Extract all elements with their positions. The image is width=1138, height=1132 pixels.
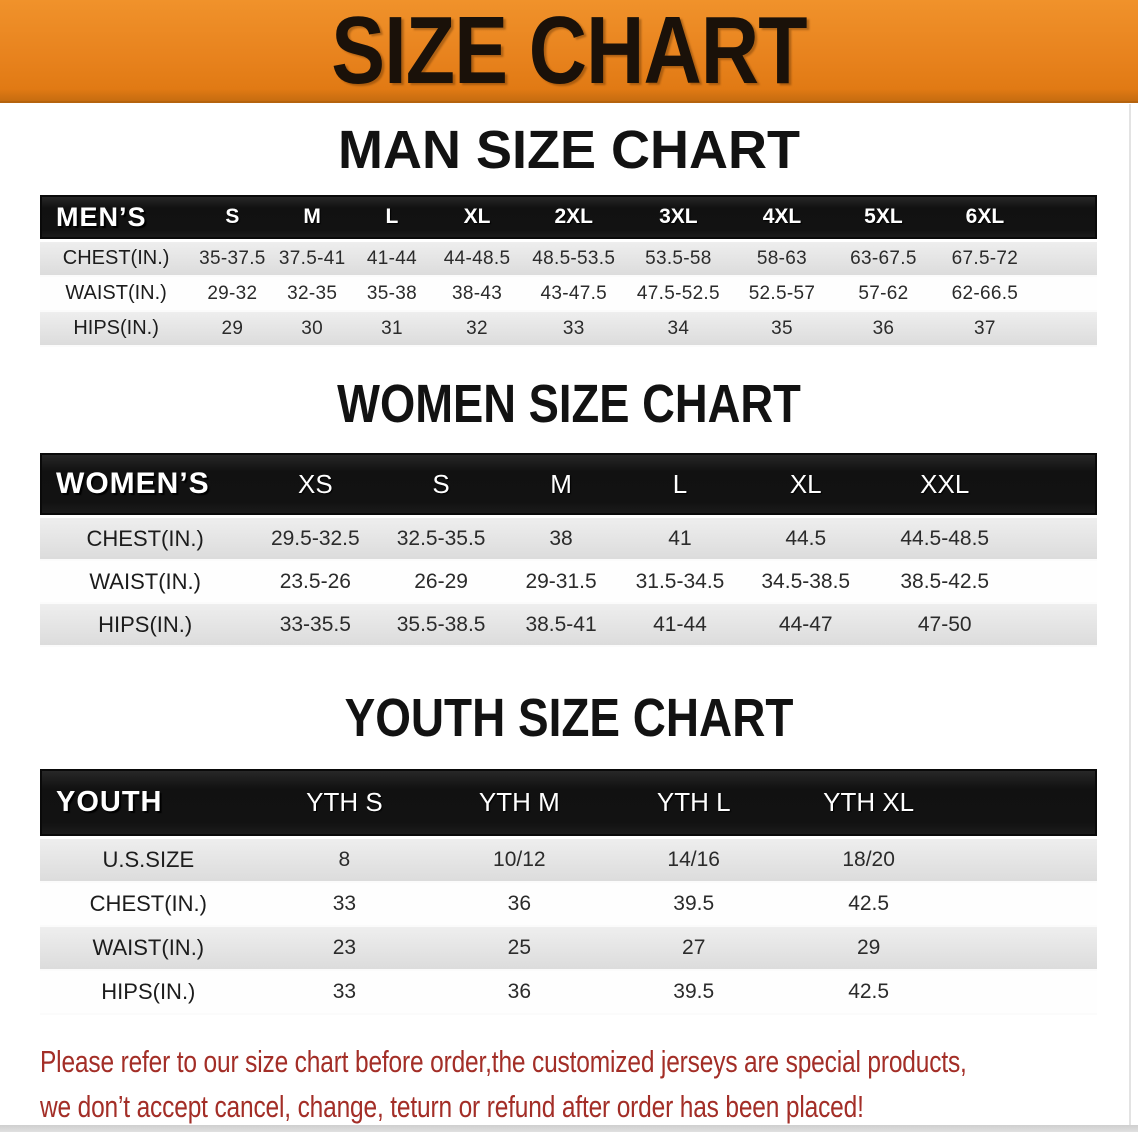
measurement-row-label: CHEST(IN.) [86, 525, 204, 551]
table-row [40, 927, 1097, 971]
size-value-cell: 42.5 [848, 980, 890, 1003]
size-column-header: XL [463, 205, 491, 228]
size-value-cell: 35 [771, 317, 793, 339]
size-value-cell: 41-44 [366, 247, 418, 269]
size-value-cell: 38.5-41 [525, 612, 597, 636]
size-value-cell: 38-43 [451, 282, 503, 304]
size-value-cell: 25 [507, 936, 531, 959]
table-row [40, 312, 1097, 347]
table-header-row [40, 195, 1097, 239]
footer-notice [40, 1039, 1098, 1129]
size-value-cell: 29-32 [207, 282, 258, 304]
size-column-header: YTH L [656, 787, 731, 817]
table-row [40, 561, 1097, 604]
size-value-cell: 35-37.5 [199, 247, 266, 269]
notice-line-1 [40, 1039, 1098, 1084]
size-value-cell: 36 [507, 980, 531, 1003]
size-value-cell: 33-35.5 [279, 612, 351, 636]
size-value-cell: 38 [549, 526, 573, 550]
men-size-table [40, 195, 1097, 347]
size-value-cell: 23 [332, 936, 357, 959]
table-header-row [40, 769, 1097, 836]
size-value-cell: 47-50 [917, 612, 972, 636]
size-value-cell: 35-38 [366, 282, 418, 304]
size-value-cell: 29.5-32.5 [270, 526, 360, 550]
size-value-cell: 29 [856, 936, 881, 959]
size-value-cell: 32.5-35.5 [396, 526, 486, 550]
size-column-header: M [303, 205, 321, 228]
size-column-header: 4XL [762, 205, 802, 228]
measurement-row-label: U.S.SIZE [102, 847, 195, 872]
size-value-cell: 14/16 [667, 848, 720, 871]
size-value-cell: 34.5-38.5 [761, 569, 851, 593]
size-value-cell: 31 [381, 317, 403, 339]
notice-line-1-text: Please refer to our size chart before order,the customized jerseys are special products, [40, 1044, 967, 1079]
size-value-cell: 37.5-41 [278, 247, 346, 269]
size-value-cell: 26-29 [414, 569, 468, 593]
size-value-cell: 18/20 [842, 848, 895, 871]
size-value-cell: 58-63 [756, 247, 808, 269]
size-value-cell: 41 [668, 526, 692, 550]
banner [0, 0, 1138, 103]
notice-line-2 [40, 1084, 1098, 1129]
size-value-cell: 44-47 [778, 612, 833, 636]
size-value-cell: 63-67.5 [850, 247, 917, 269]
table-row [40, 518, 1097, 561]
size-value-cell: 39.5 [673, 892, 715, 915]
size-column-header: M [550, 468, 572, 499]
page-bottom-strip [0, 1125, 1138, 1132]
size-column-header: 3XL [659, 205, 698, 228]
measurement-row-label: HIPS(IN.) [98, 611, 193, 637]
size-column-header: XL [789, 468, 822, 499]
size-column-header: L [672, 468, 688, 499]
men-section-heading: MAN SIZE CHART [338, 120, 800, 180]
table-header-label: WOMEN’S [56, 467, 210, 500]
size-value-cell: 33 [332, 980, 357, 1003]
measurement-row-label: HIPS(IN.) [73, 317, 159, 339]
size-column-header: 2XL [554, 205, 594, 228]
size-value-cell: 47.5-52.5 [636, 282, 720, 304]
table-row [40, 883, 1097, 927]
size-value-cell: 43-47.5 [540, 282, 608, 304]
table-row [40, 839, 1097, 883]
size-value-cell: 32 [466, 317, 488, 339]
size-value-cell: 48.5-53.5 [532, 247, 616, 269]
men-size-section [0, 120, 1138, 347]
size-value-cell: 23.5-26 [279, 569, 351, 593]
youth-size-section [0, 688, 1138, 1015]
size-value-cell: 29 [221, 317, 244, 339]
page-edge-line [1129, 104, 1131, 1132]
measurement-row-label: WAIST(IN.) [92, 935, 205, 960]
size-column-header: XS [297, 468, 333, 499]
size-value-cell: 42.5 [848, 892, 890, 915]
measurement-row-label: CHEST(IN.) [89, 891, 207, 916]
size-value-cell: 8 [338, 848, 351, 871]
notice-line-2-text: we don’t accept cancel, change, teturn or refund after order has been placed! [40, 1089, 864, 1124]
size-value-cell: 36 [872, 317, 895, 339]
table-row [40, 604, 1097, 647]
size-value-cell: 31.5-34.5 [635, 569, 725, 593]
table-header-label: MEN’S [56, 201, 147, 232]
size-value-cell: 36 [507, 892, 531, 915]
size-value-cell: 32-35 [287, 282, 338, 304]
size-column-header: S [225, 205, 240, 228]
size-value-cell: 62-66.5 [951, 282, 1019, 304]
size-value-cell: 10/12 [493, 848, 546, 871]
size-value-cell: 27 [682, 936, 706, 959]
size-column-header: 5XL [864, 205, 903, 228]
size-column-header: S [432, 468, 450, 499]
size-value-cell: 33 [332, 892, 357, 915]
size-value-cell: 38.5-42.5 [900, 569, 990, 593]
size-value-cell: 37 [974, 317, 996, 339]
youth-section-heading: YOUTH SIZE CHART [344, 688, 794, 748]
size-value-cell: 67.5-72 [951, 247, 1019, 269]
youth-size-table [40, 769, 1097, 1015]
size-column-header: XXL [920, 468, 970, 499]
size-column-header: L [385, 205, 399, 228]
size-value-cell: 34 [667, 317, 690, 339]
women-size-table [40, 453, 1097, 647]
banner-title: SIZE CHART [331, 0, 807, 104]
size-value-cell: 29-31.5 [525, 569, 597, 593]
size-value-cell: 30 [301, 317, 324, 339]
table-header-row [40, 453, 1097, 515]
size-column-header: YTH S [306, 787, 383, 817]
table-header-label: YOUTH [56, 786, 163, 818]
size-value-cell: 53.5-58 [645, 247, 712, 269]
size-column-header: YTH XL [823, 787, 915, 817]
table-row [40, 971, 1097, 1015]
measurement-row-label: HIPS(IN.) [101, 979, 196, 1004]
table-row [40, 242, 1097, 277]
size-value-cell: 33 [562, 317, 585, 339]
size-value-cell: 39.5 [673, 980, 715, 1003]
size-value-cell: 57-62 [858, 282, 909, 304]
table-row [40, 277, 1097, 312]
size-column-header: YTH M [478, 787, 560, 817]
measurement-row-label: WAIST(IN.) [65, 282, 167, 304]
measurement-row-label: WAIST(IN.) [89, 568, 201, 594]
size-value-cell: 52.5-57 [748, 282, 816, 304]
size-value-cell: 35.5-38.5 [396, 612, 486, 636]
size-chart-sections [0, 120, 1138, 1015]
size-value-cell: 44.5 [785, 526, 827, 550]
women-section-heading: WOMEN SIZE CHART [337, 374, 801, 434]
size-value-cell: 44-48.5 [443, 247, 511, 269]
size-column-header: 6XL [965, 205, 1005, 228]
women-size-section [0, 374, 1138, 647]
size-value-cell: 41-44 [653, 612, 707, 636]
measurement-row-label: CHEST(IN.) [62, 247, 170, 269]
size-value-cell: 44.5-48.5 [900, 526, 990, 550]
